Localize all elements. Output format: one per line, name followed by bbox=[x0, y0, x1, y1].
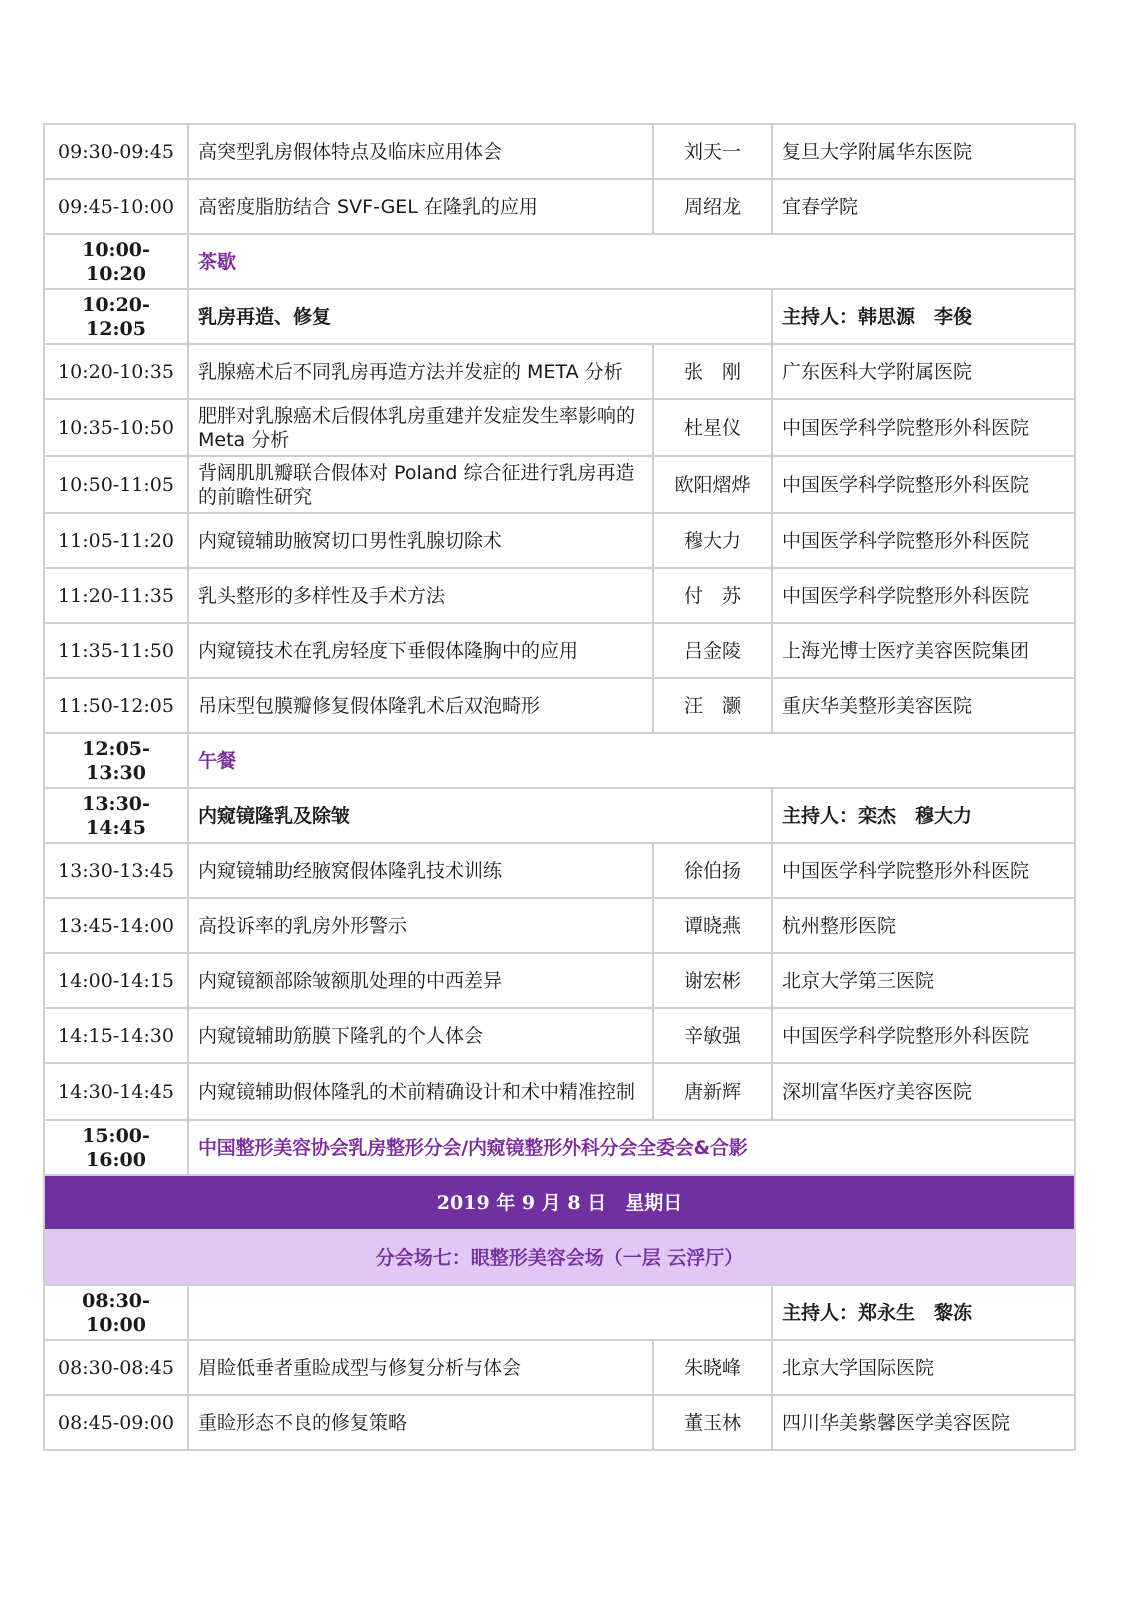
talk-speaker: 董玉林 bbox=[653, 1395, 772, 1450]
session-host: 主持人：韩思源 李俊 bbox=[772, 289, 1075, 344]
table-row bbox=[44, 1395, 1075, 1450]
table-row bbox=[44, 1063, 1075, 1120]
talk-topic: 高密度脂肪结合 SVF-GEL 在隆乳的应用 bbox=[188, 179, 653, 234]
talk-speaker: 辛敏强 bbox=[653, 1008, 772, 1063]
talk-topic: 内窥镜额部除皱额肌处理的中西差异 bbox=[188, 953, 653, 1008]
talk-time: 10:50-11:05 bbox=[44, 456, 188, 513]
talk-speaker: 谭晓燕 bbox=[653, 898, 772, 953]
talk-time: 08:30-08:45 bbox=[44, 1340, 188, 1395]
table-row bbox=[44, 399, 1075, 456]
talk-topic: 高投诉率的乳房外形警示 bbox=[188, 898, 653, 953]
talk-time: 14:30-14:45 bbox=[44, 1063, 188, 1120]
talk-topic: 吊床型包膜瓣修复假体隆乳术后双泡畸形 bbox=[188, 678, 653, 733]
talk-time: 11:50-12:05 bbox=[44, 678, 188, 733]
table-row bbox=[44, 568, 1075, 623]
table-row bbox=[44, 1340, 1075, 1395]
talk-speaker: 唐新辉 bbox=[653, 1063, 772, 1120]
talk-time: 13:45-14:00 bbox=[44, 898, 188, 953]
talk-time: 14:15-14:30 bbox=[44, 1008, 188, 1063]
venue-heading: 分会场七：眼整形美容会场（一层 云浮厅） bbox=[44, 1230, 1075, 1285]
talk-speaker: 付 苏 bbox=[653, 568, 772, 623]
talk-topic: 背阔肌肌瓣联合假体对 Poland 综合征进行乳房再造的前瞻性研究 bbox=[188, 456, 653, 513]
session-title: 乳房再造、修复 bbox=[188, 289, 772, 344]
talk-speaker: 汪 灏 bbox=[653, 678, 772, 733]
talk-institution: 宜春学院 bbox=[772, 179, 1075, 234]
talk-institution: 上海光博士医疗美容医院集团 bbox=[772, 623, 1075, 678]
talk-speaker: 谢宏彬 bbox=[653, 953, 772, 1008]
meeting-label: 中国整形美容协会乳房整形分会/内窥镜整形外科分会全委会&合影 bbox=[188, 1120, 1075, 1175]
talk-speaker: 吕金陵 bbox=[653, 623, 772, 678]
talk-institution: 中国医学科学院整形外科医院 bbox=[772, 568, 1075, 623]
session-host: 主持人：郑永生 黎冻 bbox=[772, 1285, 1075, 1340]
talk-topic: 乳腺癌术后不同乳房再造方法并发症的 META 分析 bbox=[188, 344, 653, 399]
table-row bbox=[44, 179, 1075, 234]
break-time: 10:00-10:20 bbox=[44, 234, 188, 289]
date-heading: 2019 年 9 月 8 日 星期日 bbox=[44, 1175, 1075, 1230]
break-label: 茶歇 bbox=[188, 234, 1075, 289]
talk-topic: 内窥镜辅助筋膜下隆乳的个人体会 bbox=[188, 1008, 653, 1063]
talk-topic: 肥胖对乳腺癌术后假体乳房重建并发症发生率影响的 Meta 分析 bbox=[188, 399, 653, 456]
table-row bbox=[44, 1008, 1075, 1063]
talk-institution: 深圳富华医疗美容医院 bbox=[772, 1063, 1075, 1120]
meeting-row bbox=[44, 1120, 1075, 1175]
talk-topic: 内窥镜辅助假体隆乳的术前精确设计和术中精准控制 bbox=[188, 1063, 653, 1120]
table-row bbox=[44, 678, 1075, 733]
table-row bbox=[44, 898, 1075, 953]
session-host: 主持人：栾杰 穆大力 bbox=[772, 788, 1075, 843]
talk-topic: 高突型乳房假体特点及临床应用体会 bbox=[188, 124, 653, 179]
talk-institution: 四川华美紫馨医学美容医院 bbox=[772, 1395, 1075, 1450]
table-row bbox=[44, 953, 1075, 1008]
talk-speaker: 穆大力 bbox=[653, 513, 772, 568]
talk-time: 10:35-10:50 bbox=[44, 399, 188, 456]
meeting-time: 15:00-16:00 bbox=[44, 1120, 188, 1175]
table-row bbox=[44, 843, 1075, 898]
talk-institution: 中国医学科学院整形外科医院 bbox=[772, 456, 1075, 513]
talk-institution: 重庆华美整形美容医院 bbox=[772, 678, 1075, 733]
talk-institution: 北京大学国际医院 bbox=[772, 1340, 1075, 1395]
talk-speaker: 朱晓峰 bbox=[653, 1340, 772, 1395]
talk-speaker: 张 刚 bbox=[653, 344, 772, 399]
talk-institution: 广东医科大学附属医院 bbox=[772, 344, 1075, 399]
session-header-row bbox=[44, 1285, 1075, 1340]
talk-time: 10:20-10:35 bbox=[44, 344, 188, 399]
session-time: 10:20-12:05 bbox=[44, 289, 188, 344]
break-time: 12:05-13:30 bbox=[44, 733, 188, 788]
talk-topic: 乳头整形的多样性及手术方法 bbox=[188, 568, 653, 623]
session-time: 08:30-10:00 bbox=[44, 1285, 188, 1340]
talk-topic: 眉睑低垂者重睑成型与修复分析与体会 bbox=[188, 1340, 653, 1395]
session-header-row bbox=[44, 289, 1075, 344]
table-row bbox=[44, 124, 1075, 179]
talk-institution: 杭州整形医院 bbox=[772, 898, 1075, 953]
date-row bbox=[44, 1175, 1075, 1230]
session-header-row bbox=[44, 788, 1075, 843]
session-title: 内窥镜隆乳及除皱 bbox=[188, 788, 772, 843]
talk-institution: 中国医学科学院整形外科医院 bbox=[772, 513, 1075, 568]
talk-institution: 中国医学科学院整形外科医院 bbox=[772, 399, 1075, 456]
table-row bbox=[44, 623, 1075, 678]
break-row bbox=[44, 733, 1075, 788]
talk-institution: 中国医学科学院整形外科医院 bbox=[772, 843, 1075, 898]
table-row bbox=[44, 344, 1075, 399]
venue-row bbox=[44, 1230, 1075, 1285]
talk-institution: 复旦大学附属华东医院 bbox=[772, 124, 1075, 179]
talk-time: 08:45-09:00 bbox=[44, 1395, 188, 1450]
talk-institution: 北京大学第三医院 bbox=[772, 953, 1075, 1008]
talk-speaker: 刘天一 bbox=[653, 124, 772, 179]
talk-time: 14:00-14:15 bbox=[44, 953, 188, 1008]
talk-speaker: 周绍龙 bbox=[653, 179, 772, 234]
talk-speaker: 徐伯扬 bbox=[653, 843, 772, 898]
talk-institution: 中国医学科学院整形外科医院 bbox=[772, 1008, 1075, 1063]
talk-time: 11:05-11:20 bbox=[44, 513, 188, 568]
schedule-table bbox=[43, 123, 1076, 1451]
break-row bbox=[44, 234, 1075, 289]
break-label: 午餐 bbox=[188, 733, 1075, 788]
talk-time: 11:35-11:50 bbox=[44, 623, 188, 678]
table-row bbox=[44, 456, 1075, 513]
talk-time: 09:30-09:45 bbox=[44, 124, 188, 179]
session-time: 13:30-14:45 bbox=[44, 788, 188, 843]
talk-time: 09:45-10:00 bbox=[44, 179, 188, 234]
talk-topic: 内窥镜辅助腋窝切口男性乳腺切除术 bbox=[188, 513, 653, 568]
talk-speaker: 欧阳熠烨 bbox=[653, 456, 772, 513]
talk-topic: 重睑形态不良的修复策略 bbox=[188, 1395, 653, 1450]
talk-time: 11:20-11:35 bbox=[44, 568, 188, 623]
table-row bbox=[44, 513, 1075, 568]
talk-speaker: 杜星仪 bbox=[653, 399, 772, 456]
talk-topic: 内窥镜辅助经腋窝假体隆乳技术训练 bbox=[188, 843, 653, 898]
talk-time: 13:30-13:45 bbox=[44, 843, 188, 898]
session-title bbox=[188, 1285, 772, 1340]
talk-topic: 内窥镜技术在乳房轻度下垂假体隆胸中的应用 bbox=[188, 623, 653, 678]
